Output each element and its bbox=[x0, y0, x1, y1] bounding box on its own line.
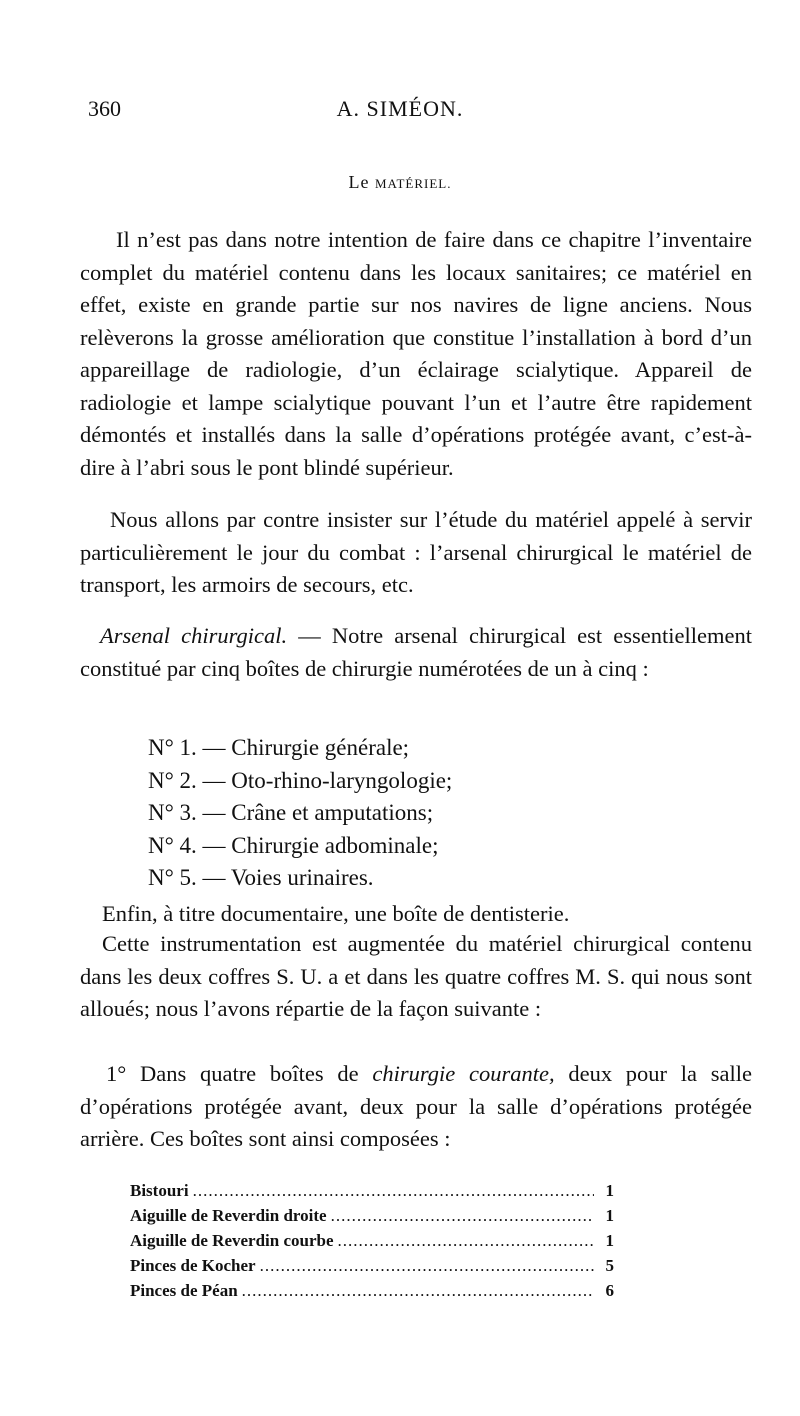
composition-row bbox=[130, 1253, 614, 1278]
composition-row bbox=[130, 1203, 614, 1228]
running-head bbox=[0, 96, 800, 126]
box-composition-list bbox=[130, 1178, 614, 1303]
dot-leader bbox=[260, 1253, 594, 1278]
surgery-box-item: N° 3. — Crâne et amputations; bbox=[148, 800, 434, 825]
page-number: 360 bbox=[88, 96, 121, 121]
paragraph-dentistry: Enfin, à titre documentaire, une boîte de dentisterie. bbox=[102, 901, 570, 926]
paragraph-intro: Il n’est pas dans notre intention de faire dans ce chapitre l’inventaire complet du matériel contenu dans les locaux sanitaires; ce matériel en effet, existe en grande partie sur nos navires de ligne anciens. Nous relèverons la grosse amélioration que constitue l’installation à bord d’un appareillage de radiologie, d’un éclairage scialytique. Appareil de radiologie et lampe scialytique pouvant l’un et l’autre être rapidement démontés et installés dans la salle d’opérations protégée avant, c’est-à-dire à l’abri sous le pont blindé supérieur. bbox=[80, 227, 752, 480]
dot-leader bbox=[331, 1203, 594, 1228]
instrument-name: Bistouri bbox=[130, 1181, 189, 1200]
arsenal-heading: Arsenal chirurgical. bbox=[100, 623, 288, 648]
instrument-quantity: 5 bbox=[605, 1256, 614, 1275]
instrument-quantity: 1 bbox=[605, 1231, 614, 1250]
surgery-box-item: N° 4. — Chirurgie adbominale; bbox=[148, 832, 439, 858]
dot-leader bbox=[338, 1228, 594, 1253]
arsenal-text: — Notre arsenal chirurgical est essentiellement constitué par cinq boîtes de chirurgie numérotées de un à cinq : bbox=[80, 623, 752, 681]
dot-leader bbox=[193, 1178, 594, 1203]
instrument-name: Pinces de Kocher bbox=[130, 1256, 256, 1275]
dot-leader bbox=[242, 1278, 594, 1303]
surgery-box-item: N° 5. — Voies urinaires. bbox=[148, 865, 374, 890]
instrument-quantity: 1 bbox=[605, 1206, 614, 1225]
composition-row bbox=[130, 1178, 614, 1203]
surgery-box-list bbox=[148, 732, 708, 895]
instrument-quantity: 1 bbox=[605, 1181, 614, 1200]
paragraph-common-surgery bbox=[80, 1058, 752, 1156]
section-title bbox=[0, 172, 800, 193]
instrument-name: Pinces de Péan bbox=[130, 1281, 238, 1300]
paragraph-arsenal bbox=[80, 620, 752, 685]
common-surgery-text-a: 1° Dans quatre boîtes de bbox=[106, 1061, 373, 1086]
common-surgery-text-b: deux pour la salle d’opérations protégée avant, deux pour la salle d’opérations protégée arrière. Ces boîtes sont ainsi composées : bbox=[80, 1061, 752, 1151]
paragraph-combat-material: Nous allons par contre insister sur l’étude du matériel appelé à servir particulièrement le jour du combat : l’arsenal chirurgical le matériel de transport, les armoirs de secours, etc. bbox=[80, 507, 752, 597]
instrument-name: Aiguille de Reverdin droite bbox=[130, 1206, 327, 1225]
running-title: A. SIMÉON. bbox=[336, 96, 464, 121]
instrument-name: Aiguille de Reverdin courbe bbox=[130, 1231, 334, 1250]
section-title-initial: Le bbox=[348, 172, 375, 192]
paragraph-instrumentation: Cette instrumentation est augmentée du matériel chirurgical contenu dans les deux coffres S. U. a et dans les quatre coffres M. S. qui nous sont alloués; nous l’avons répartie de la façon suivante : bbox=[80, 931, 752, 1021]
common-surgery-emphasis: chirurgie courante, bbox=[372, 1061, 555, 1086]
composition-row bbox=[130, 1278, 614, 1303]
instrument-quantity: 6 bbox=[605, 1281, 614, 1300]
composition-row bbox=[130, 1228, 614, 1253]
section-title-smallcaps: MATÉRIEL. bbox=[374, 176, 452, 191]
surgery-box-item: N° 2. — Oto-rhino-laryngologie; bbox=[148, 767, 453, 793]
surgery-box-item: N° 1. — Chirurgie générale; bbox=[148, 735, 410, 760]
